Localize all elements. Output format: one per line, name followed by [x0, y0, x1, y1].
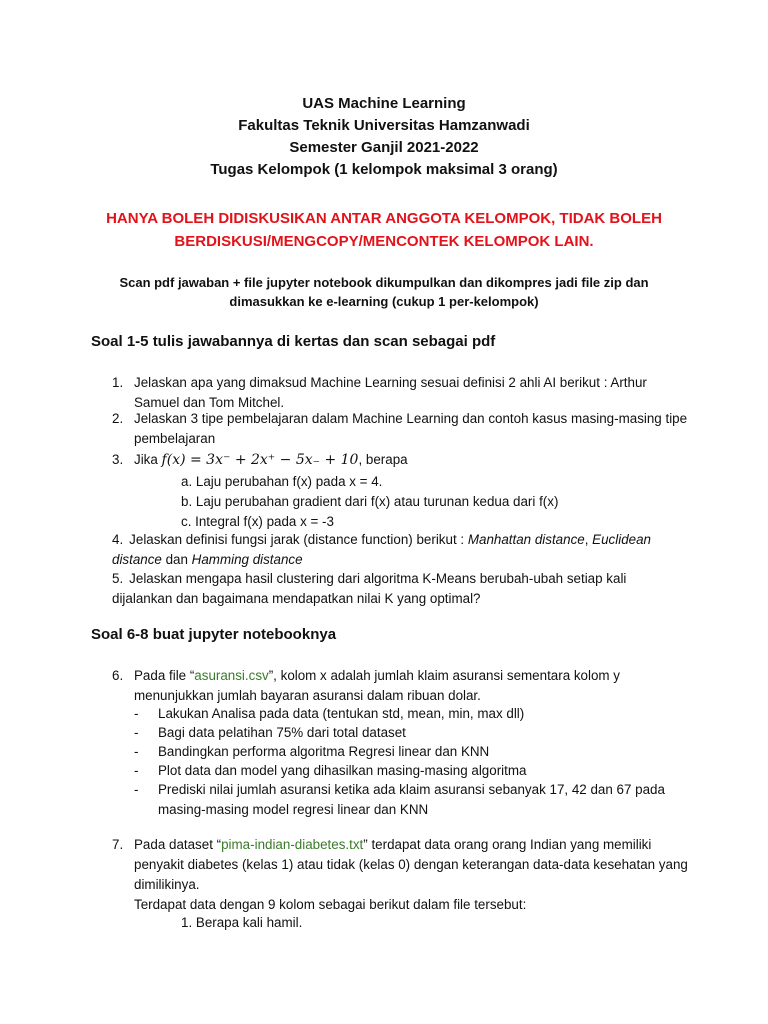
q6-item	[134, 761, 694, 781]
warning-line-1: HANYA BOLEH DIDISKUSIKAN ANTAR ANGGOTA KELOMPOK, TIDAK BOLEH	[106, 210, 662, 227]
asuransi-csv-filename: asuransi.csv	[194, 668, 269, 683]
q6-item-text: Plot data dan model yang dihasilkan masing-masing algoritma	[158, 763, 527, 778]
q6-item	[134, 704, 694, 724]
instruction-line-1: Scan pdf jawaban + file jupyter notebook dikumpulkan dan dikompres jadi file zip dan	[119, 275, 649, 290]
question-3b: b. Laju perubahan gradient dari f(x) atau turunan kedua dari f(x)	[181, 494, 559, 509]
manhattan-distance: Manhattan distance	[467, 532, 585, 547]
question-5-number: 5.	[112, 571, 124, 586]
question-6-number: 6.	[112, 668, 124, 683]
warning-notice	[0, 207, 768, 253]
q7-column-item-1: 1. Berapa kali hamil.	[181, 915, 303, 930]
question-4-and: dan	[161, 552, 192, 567]
pima-dataset-filename: pima-indian-diabetes.txt	[221, 837, 364, 852]
semester: Semester Ganjil 2021-2022	[289, 139, 479, 156]
question-4-text: Jelaskan definisi fungsi jarak (distance function) berikut :	[129, 532, 468, 547]
question-3-formula: f(x) = 3x⁻ + 2x⁺ − 5x₋ + 10	[161, 452, 359, 468]
question-1	[112, 373, 692, 413]
question-6-post: ”, kolom x adalah jumlah klaim asuransi sementara kolom y menunjukkan jumlah bayaran asuransi dalam ribuan dolar.	[134, 668, 620, 703]
question-5-line-1: Jelaskan mengapa hasil clustering dari algoritma K-Means berubah-ubah setiap kali	[129, 571, 627, 586]
section-2-heading: Soal 6-8 buat jupyter notebooknya	[91, 626, 337, 643]
section-1-heading: Soal 1-5 tulis jawabannya di kertas dan scan sebagai pdf	[91, 333, 496, 350]
question-2	[112, 409, 692, 449]
bullet-dash: -	[134, 763, 139, 778]
bullet-dash: -	[134, 744, 139, 759]
question-7-pre: Pada dataset “	[134, 837, 222, 852]
question-7-line-2: Terdapat data dengan 9 kolom sebagai berikut dalam file tersebut:	[134, 897, 527, 912]
question-5	[112, 569, 692, 609]
question-7	[112, 835, 692, 915]
question-2-number: 2.	[112, 411, 124, 426]
q6-item-text: Bagi data pelatihan 75% dari total dataset	[158, 725, 406, 740]
q6-item-text: Lakukan Analisa pada data (tentukan std, mean, min, max dll)	[158, 706, 525, 721]
bullet-dash: -	[134, 706, 139, 721]
bullet-dash: -	[134, 782, 139, 797]
submission-instruction	[0, 273, 768, 311]
q6-item	[134, 780, 694, 820]
document-header	[0, 93, 768, 181]
q6-item-text: Bandingkan performa algoritma Regresi linear dan KNN	[158, 744, 490, 759]
question-6	[112, 666, 692, 706]
warning-line-2: BERDISKUSI/MENGCOPY/MENCONTEK KELOMPOK LAIN.	[174, 233, 594, 250]
hamming-distance: Hamming distance	[191, 552, 303, 567]
question-5-line-2: dijalankan dan bagaimana mendapatkan nilai K yang optimal?	[112, 591, 481, 606]
question-6-pre: Pada file “	[134, 668, 195, 683]
bullet-dash: -	[134, 725, 139, 740]
question-3a: a. Laju perubahan f(x) pada x = 4.	[181, 474, 383, 489]
q6-item	[134, 742, 694, 762]
euclidean-distance: Euclidean distance	[112, 532, 651, 567]
question-3c: c. Integral f(x) pada x = -3	[181, 514, 334, 529]
question-7-post: ” terdapat data orang orang Indian yang memiliki penyakit diabetes (kelas 1) atau tidak (kelas 0) dengan keterangan data-data kesehatan yang dimilikinya.	[134, 837, 688, 892]
question-7-number: 7.	[112, 837, 124, 852]
question-3-prefix: Jika	[134, 452, 162, 467]
assignment-type: Tugas Kelompok (1 kelompok maksimal 3 orang)	[210, 161, 558, 178]
question-3	[112, 450, 692, 470]
q6-item-text: Prediski nilai jumlah asuransi ketika ada klaim asuransi sebanyak 17, 42 dan 67 pada masing-masing model regresi linear dan KNN	[158, 782, 665, 817]
question-3-number: 3.	[112, 452, 124, 467]
question-4-number: 4.	[112, 532, 124, 547]
question-1-number: 1.	[112, 375, 124, 390]
instruction-line-2: dimasukkan ke e-learning (cukup 1 per-kelompok)	[229, 294, 539, 309]
question-2-text: Jelaskan 3 tipe pembelajaran dalam Machine Learning dan contoh kasus masing-masing tipe pembelajaran	[134, 411, 688, 446]
question-1-text: Jelaskan apa yang dimaksud Machine Learning sesuai definisi 2 ahli AI berikut : Arthur Samuel dan Tom Mitchel.	[134, 375, 647, 410]
question-4	[112, 530, 692, 570]
question-3-suffix: , berapa	[358, 452, 408, 467]
question-4-separator: ,	[584, 532, 593, 547]
q6-item	[134, 723, 694, 743]
faculty-name: Fakultas Teknik Universitas Hamzanwadi	[238, 117, 530, 134]
exam-title: UAS Machine Learning	[302, 95, 466, 112]
